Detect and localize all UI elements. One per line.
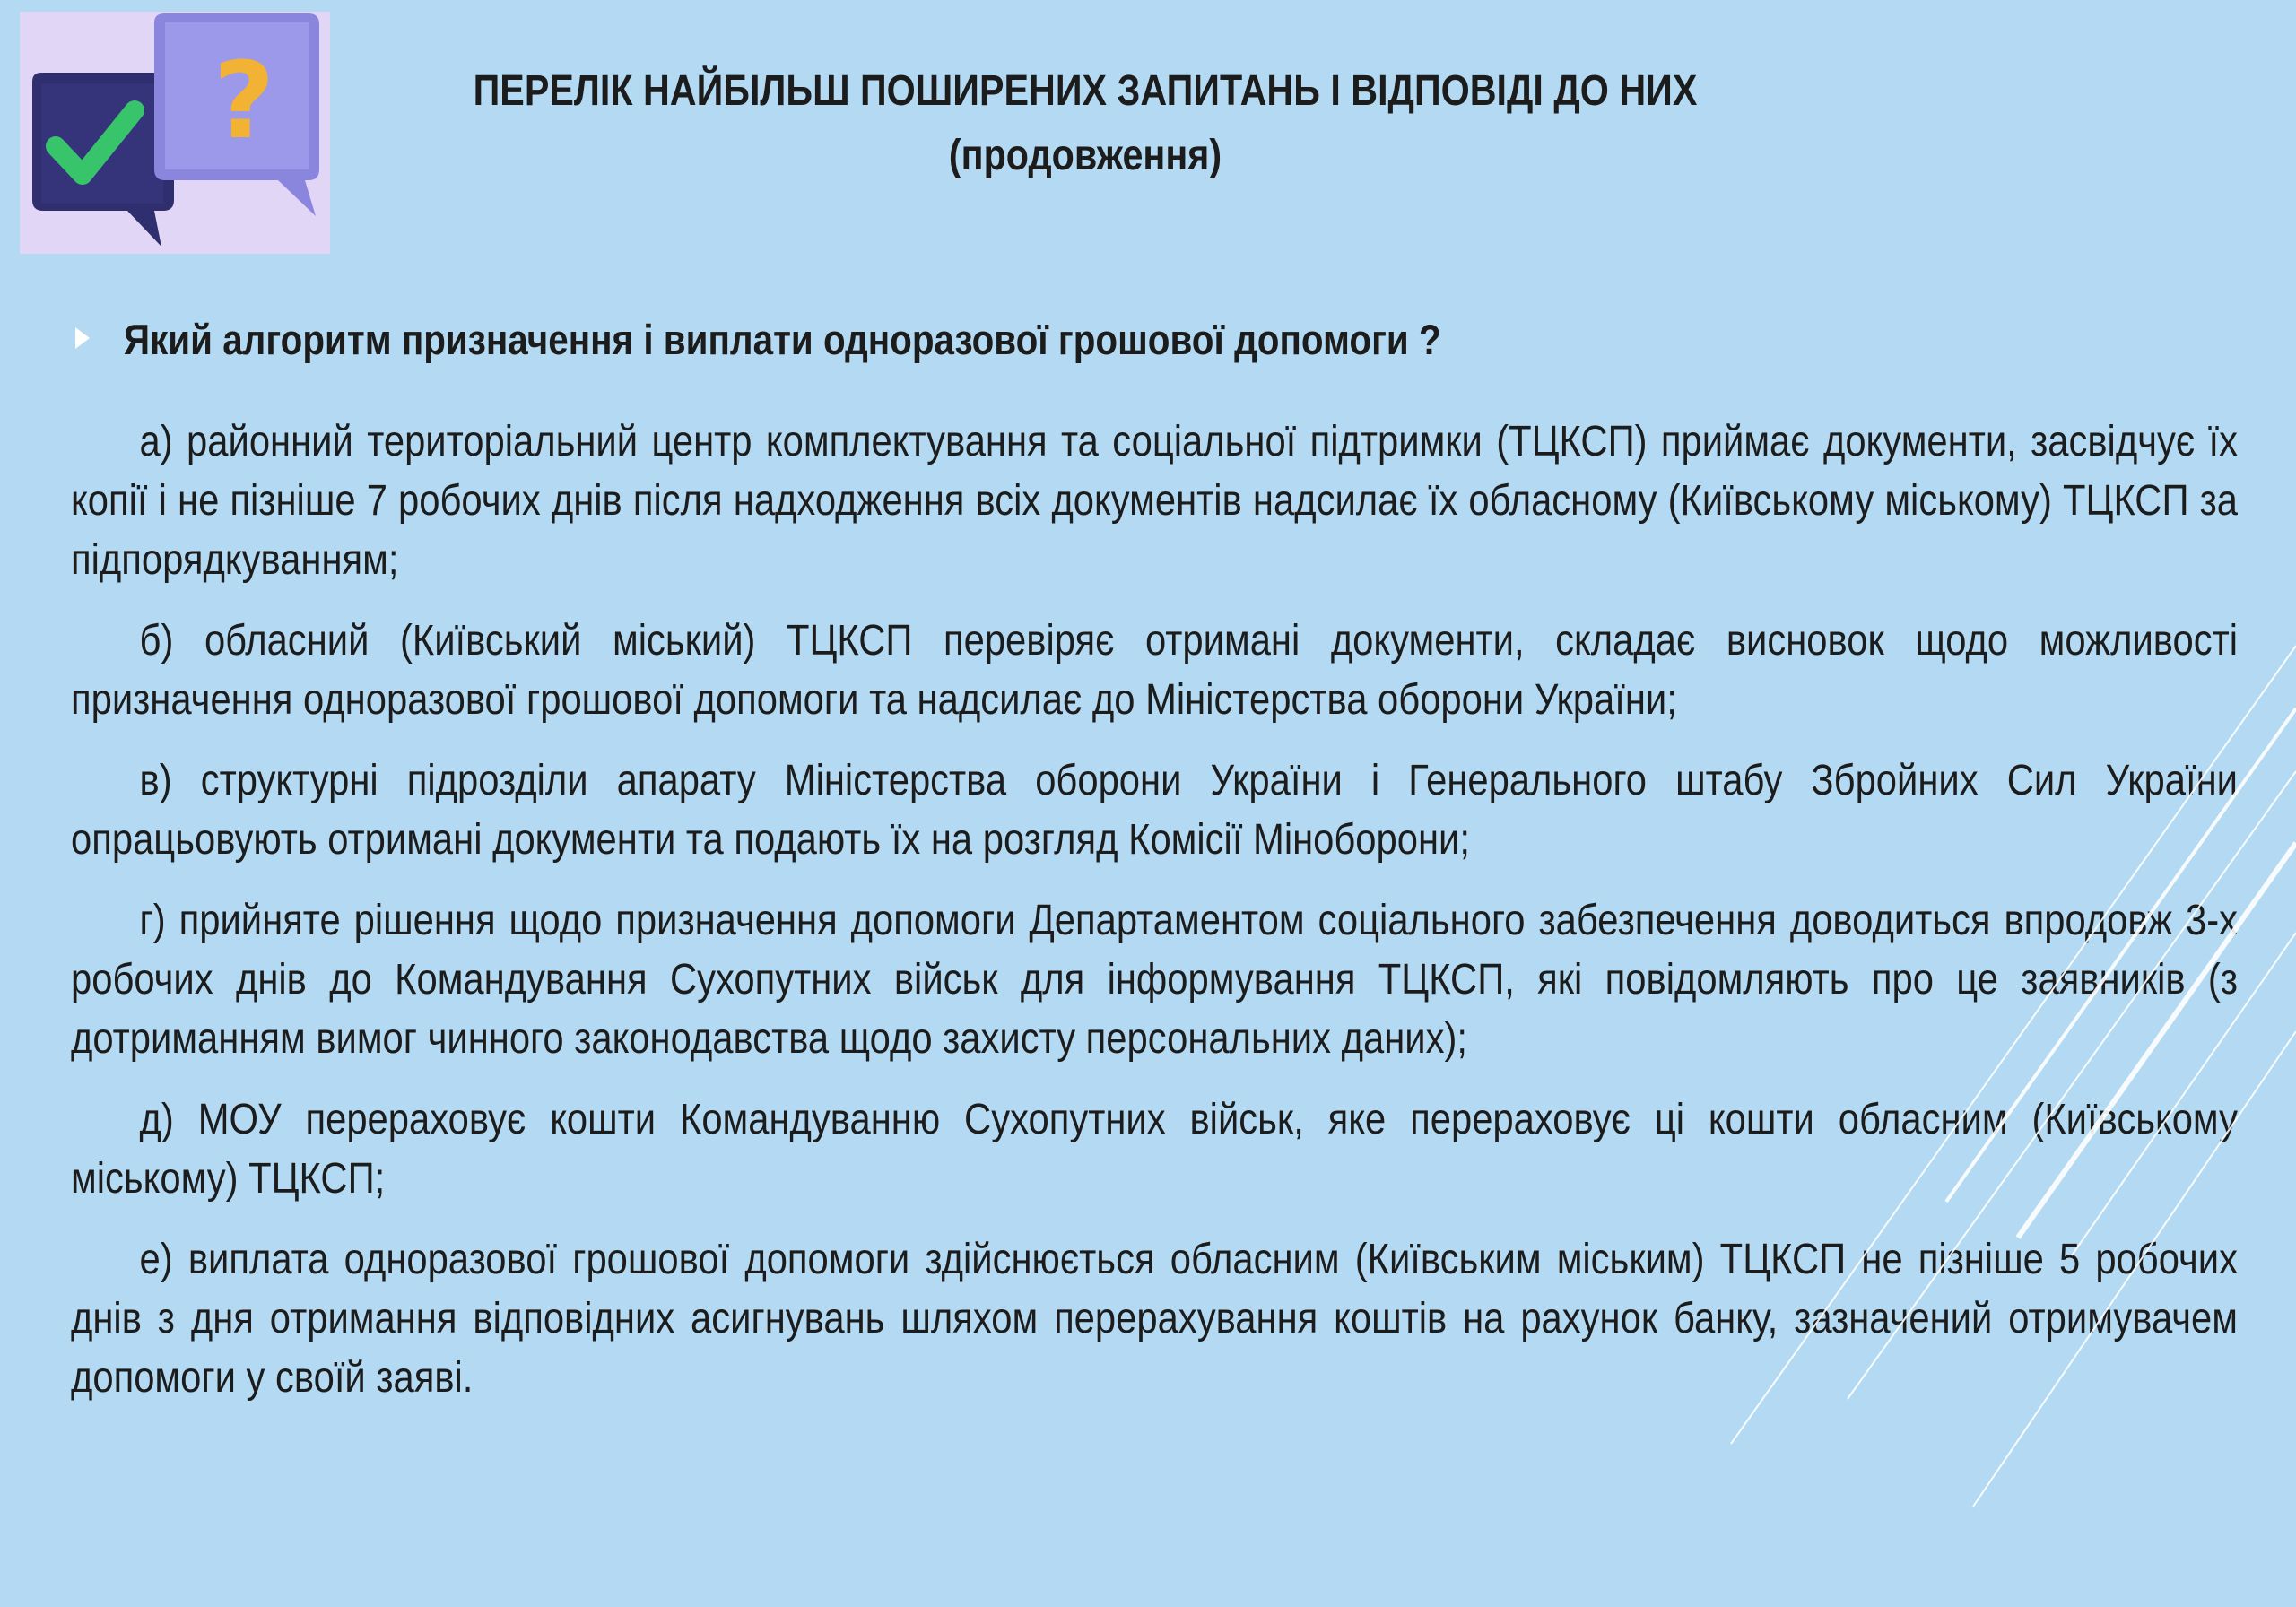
answer-item-c: в) структурні підрозділи апарату Міністерства оборони України і Генерального штабу Збройних Сил України опрацьовують отримані документи та подають їх на розгляд Комісії Міноборони; [71,757,2238,864]
question-heading: Який алгоритм призначення і виплати одноразової грошової допомоги ? [124,316,1441,363]
chat-bubbles-question-check-icon [20,12,330,254]
answer-item-d: г) прийняте рішення щодо призначення допомоги Департаментом соціального забезпечення доводиться впродовж 3-х робочих днів до Командування Сухопутних військ для інформування ТЦКСП, які повідомляють про це заявників (з дотриманням вимог чинного законодавства щодо захисту персональних даних); [71,897,2238,1063]
answer-item-f: е) виплата одноразової грошової допомоги здійснюється обласним (Київським міським) ТЦКСП не пізніше 5 робочих днів з дня отримання відповідних асигнувань шляхом перерахування коштів на рахунок банку, зазначений отримувачем допомоги у своїй заяві. [71,1236,2238,1402]
answer-item-a: а) районний територіальний центр комплектування та соціальної підтримки (ТЦКСП) приймає документи, засвідчує їх копії і не пізніше 7 робочих днів після надходження всіх документів надсилає їх обласному (Київському міському) ТЦКСП за підпорядкуванням; [71,418,2238,584]
page-subtitle: (продовження) [948,132,1222,179]
faq-logo [20,12,330,254]
answer-content [71,413,2238,1429]
svg-text:?: ? [213,39,275,162]
page-title-main: ПЕРЕЛІК НАЙБІЛЬШ ПОШИРЕНИХ ЗАПИТАНЬ І ВІДПОВІДІ ДО НИХ [473,67,1698,115]
page-title [430,63,1741,185]
answer-item-e: д) МОУ перераховує кошти Командуванню Сухопутних військ, яке перераховує ці кошти обласним (Київському міському) ТЦКСП; [71,1096,2238,1203]
answer-item-b: б) обласний (Київський міський) ТЦКСП перевіряє отримані документи, складає висновок щодо можливості призначення одноразової грошової допомоги та надсилає до Міністерства оборони України; [71,617,2238,724]
bullet-arrow-icon [75,327,90,349]
